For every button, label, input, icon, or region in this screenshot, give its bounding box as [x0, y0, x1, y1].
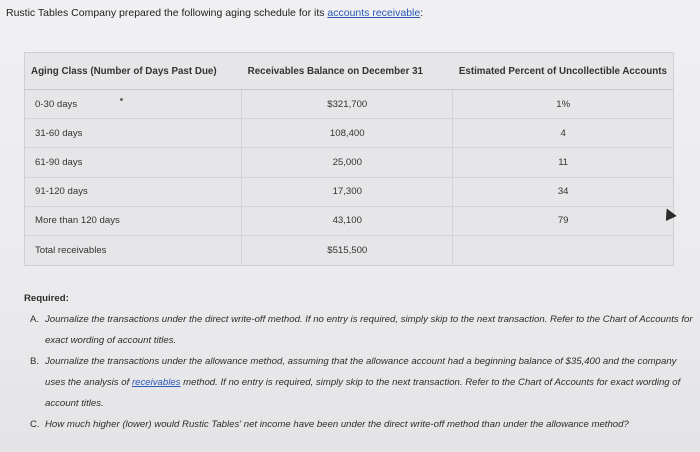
requirement-letter: A. [30, 314, 40, 325]
requirement-text: Journalize the transactions under the direct write-off method. If no entry is required, simply skip to the next transaction. Refer to the Chart of Accounts for exact wording of account titles. [45, 314, 693, 346]
requirement-b-before: Journalize the transactions under the allowance method, assuming that the allowance account had a beginning balance of $35,400 and the company uses the analysis of [45, 356, 677, 388]
stray-dot [120, 98, 123, 101]
table-row [25, 177, 673, 206]
aging-class-cell: More than 120 days [25, 206, 242, 235]
header-receivables-balance: Receivables Balance on December 31 [242, 53, 453, 90]
requirement-letter: B. [30, 356, 40, 367]
requirement-text: How much higher (lower) would Rustic Tables' net income have been under the direct write-off method than under the allowance method? [45, 419, 629, 430]
table-row [25, 206, 673, 235]
aging-class-cell: 91-120 days [25, 177, 242, 206]
percent-cell: 4 [453, 119, 673, 148]
total-row [25, 235, 673, 264]
percent-cell: 1% [453, 90, 673, 119]
requirement-b [24, 351, 694, 414]
requirement-b-after: method. If no entry is required, simply skip to the next transaction. Refer to the Chart of Accounts for exact wording of account titles. [45, 377, 681, 409]
requirement-c [24, 414, 694, 435]
aging-class-cell: 0-30 days [25, 90, 242, 119]
header-aging-class: Aging Class (Number of Days Past Due) [25, 53, 242, 90]
receivables-link[interactable]: receivables [131, 377, 181, 388]
percent-cell: 11 [453, 148, 673, 177]
requirement-a [24, 309, 694, 351]
aging-schedule-table [24, 52, 674, 266]
total-label: Total receivables [35, 244, 107, 256]
required-section [24, 288, 694, 435]
balance-cell: 108,400 [242, 119, 453, 148]
aging-class-cell: 31-60 days [25, 119, 242, 148]
balance-cell: 25,000 [242, 148, 453, 177]
table-row [25, 90, 673, 119]
aging-class-cell: 61-90 days [25, 148, 242, 177]
intro-text [6, 7, 423, 19]
requirement-text [45, 351, 694, 414]
header-estimated-percent: Estimated Percent of Uncollectible Accounts [453, 53, 673, 90]
percent-cell: 79 [453, 206, 673, 235]
table-header-row [25, 53, 673, 90]
intro-prefix: Rustic Tables Company prepared the following aging schedule for its [6, 7, 328, 19]
table-row [25, 148, 673, 177]
requirement-letter: C. [30, 419, 40, 430]
accounts-receivable-link[interactable]: accounts receivable [327, 7, 421, 19]
intro-suffix: : [420, 7, 424, 19]
balance-cell: $321,700 [242, 90, 453, 119]
total-percent-empty [453, 235, 673, 264]
table-row [25, 119, 673, 148]
total-balance: $515,500 [242, 235, 453, 264]
balance-cell: 17,300 [242, 177, 453, 206]
required-title: Required: [24, 293, 69, 304]
percent-cell: 34 [453, 177, 673, 206]
balance-cell: 43,100 [242, 206, 453, 235]
